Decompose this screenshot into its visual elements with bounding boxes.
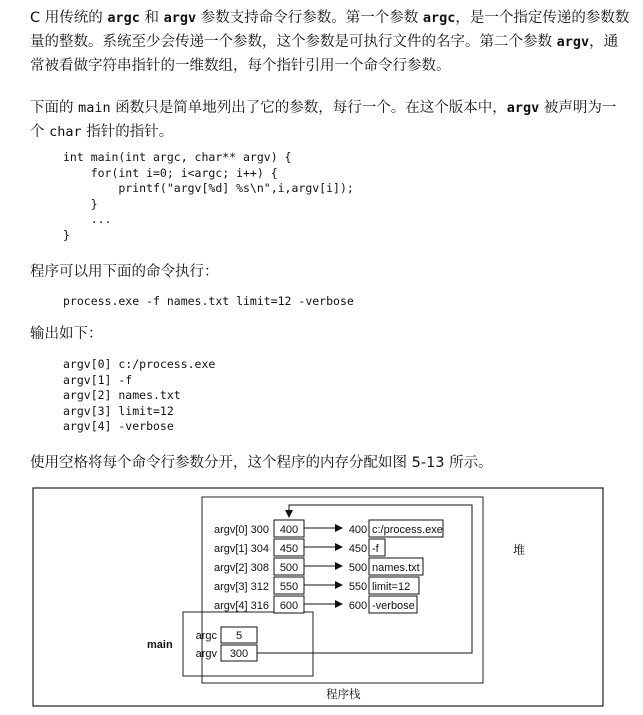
intro-paragraph: C 用传统的 argc 和 argv 参数支持命令行参数。第一个参数 argc，是一个指定传递的参数数量的整数。系统至少会传递一个参数，这个参数是可执行文件的名字。第二个参数 argv，通常被看做字符串指针的一维数组，每个指针引用一个命令行参数。 [30,10,630,74]
memory-allocation-figure [32,487,604,713]
argv-row [214,558,423,575]
string-address: 400 [348,524,368,536]
string-value: -verbose [372,600,415,612]
string-address: 600 [348,600,368,612]
string-address: 500 [348,562,368,574]
argv-row-label: argv[4] 316 [213,600,269,612]
output-line: argv[1] -f [63,372,133,387]
string-address: 450 [348,543,368,555]
figure-frame [33,488,603,706]
string-address: 550 [348,581,368,593]
argv-row-label: argv[0] 300 [213,524,269,536]
argv-row [214,539,385,556]
code-line: ... [63,212,112,226]
code-line: int main(int argc, char** argv) { [63,150,292,164]
argv-pointer-value: 500 [279,562,299,574]
output-line: argv[2] names.txt [63,388,181,402]
argv-row-label: argv[1] 304 [213,543,269,555]
argv-pointer-value: 400 [279,524,299,536]
argv-row [214,577,419,594]
code-line: printf("argv[%d] %s\n",i,argv[i]); [63,181,354,195]
main-variables [196,627,257,661]
argv-row-label: argv[3] 312 [213,581,269,593]
command-line: process.exe -f names.txt limit=12 -verbose [63,294,354,308]
argv-row-label: argv[2] 308 [213,562,269,574]
output-line: argv[0] c:/process.exe [63,357,216,371]
argv-pointer-value: 600 [279,600,299,612]
main-var-name: argc [195,630,217,642]
string-value: c:/process.exe [372,524,443,536]
argv-row [214,520,443,537]
main-var-value: 5 [235,630,243,642]
main-var-name: argv [195,648,217,660]
code-line: for(int i=0; i<argc; i++) { [63,165,278,180]
string-value: limit=12 [372,581,411,593]
main-label: main [147,639,173,651]
argv-array [214,520,443,613]
argv-pointer-value: 550 [279,581,299,593]
argv-pointer-value: 450 [279,543,299,555]
stack-label: 程序栈 [326,689,361,701]
run-paragraph: 程序可以用下面的命令执行： [30,264,219,280]
output-line: argv[4] -verbose [63,419,174,433]
memory-paragraph: 使用空格将每个命令行参数分开，这个程序的内存分配如图 5-13 所示。 [30,455,493,471]
output-line: argv[3] limit=12 [63,403,174,418]
main-var-value: 300 [229,648,249,660]
heap-label: 堆 [513,543,526,557]
code-line: } [63,196,98,211]
argv-row [214,596,417,613]
code-line: } [63,227,70,242]
string-value: -f [372,543,379,555]
main-code-listing [63,150,354,243]
output-paragraph: 输出如下： [30,326,103,342]
main-function-paragraph: 下面的 main 函数只是简单地列出了它的参数，每行一个。在这个版本中，argv 被声明为一个 char 指针的指针。 [30,100,617,140]
output-listing [63,357,215,435]
string-value: names.txt [372,562,420,574]
